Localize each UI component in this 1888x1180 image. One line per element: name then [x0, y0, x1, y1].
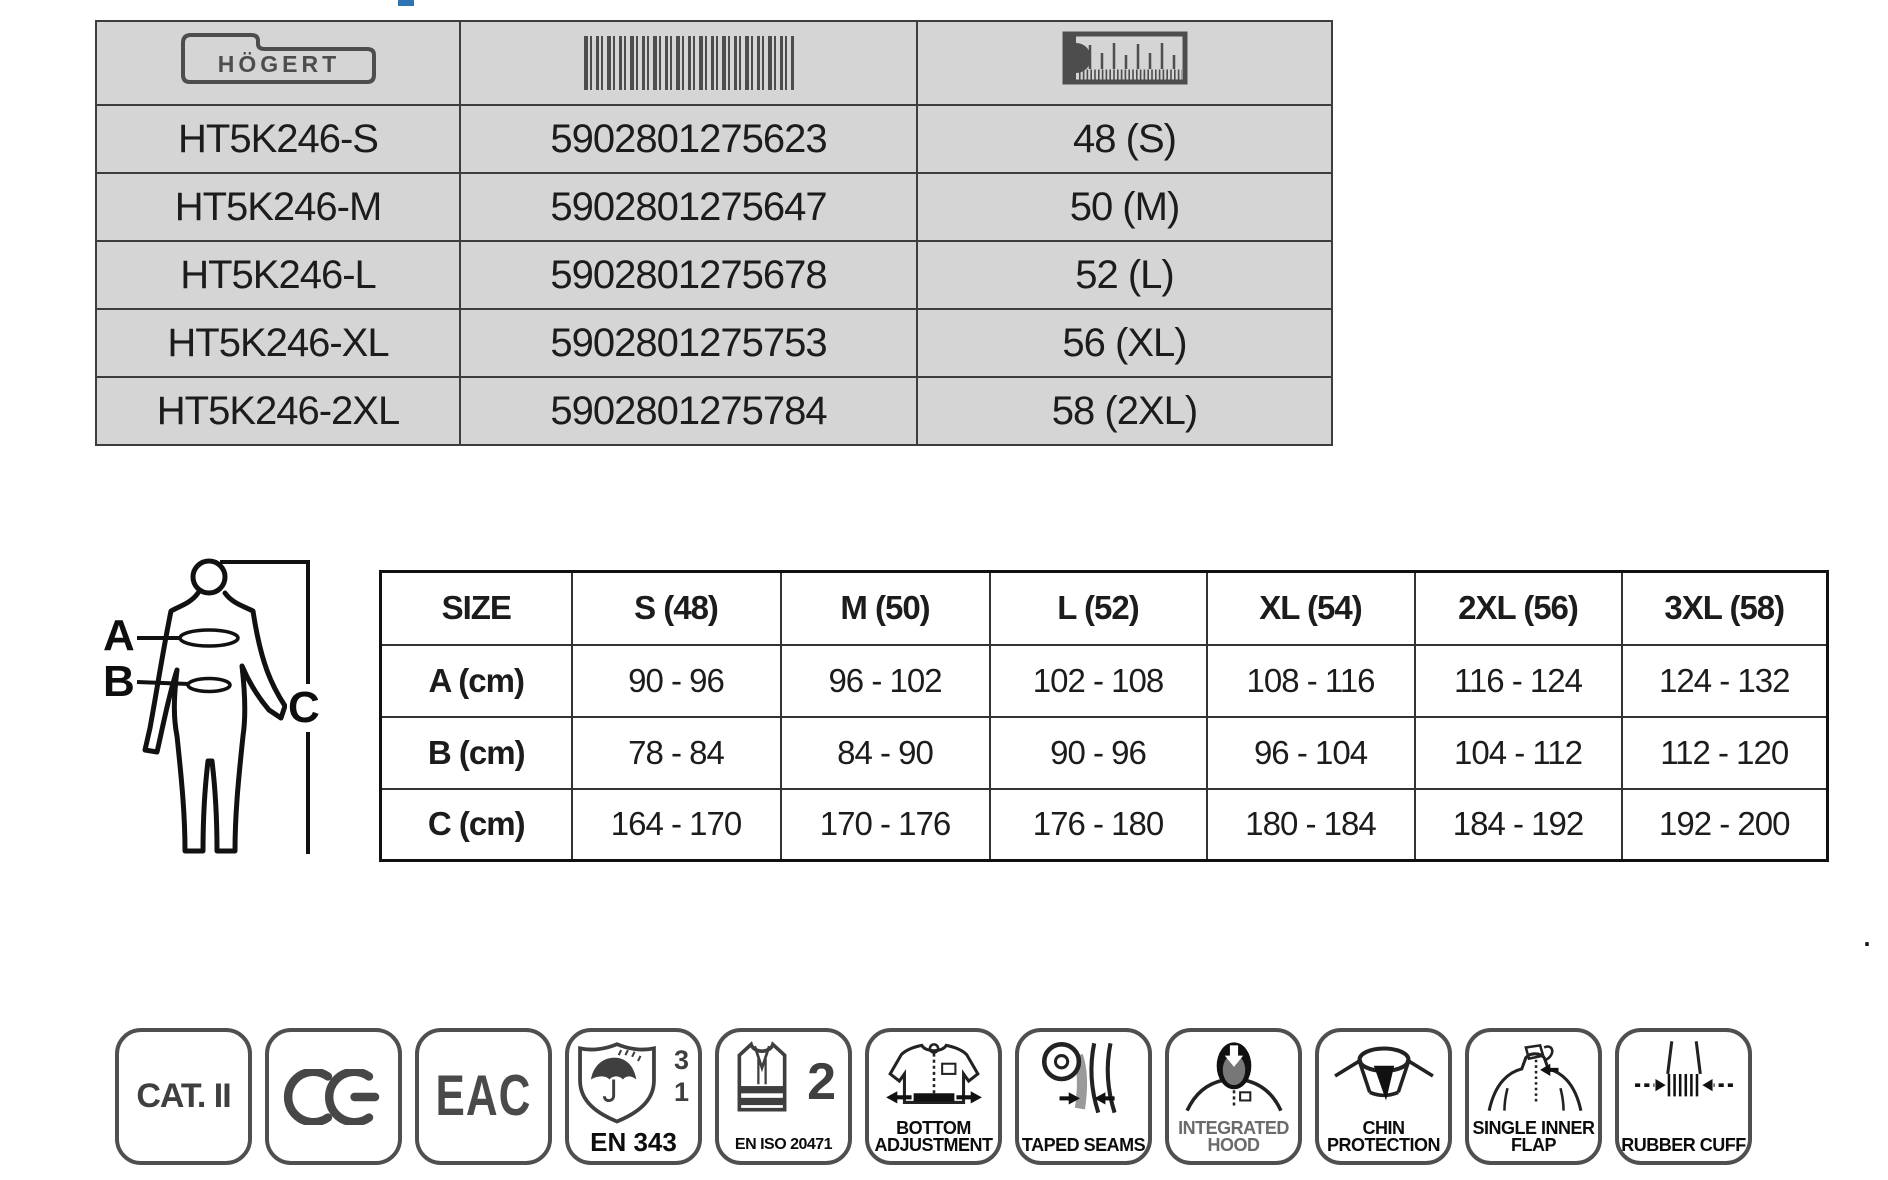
badge-integrated-hood — [1165, 1028, 1302, 1165]
badge-bottom-adjustment — [865, 1028, 1002, 1165]
brand-logo-cell — [96, 21, 460, 105]
measure-value: 192 - 200 — [1622, 789, 1828, 861]
product-row — [96, 377, 1332, 445]
jacket-bottom-adjustment-icon — [881, 1039, 987, 1119]
measure-label-a: A — [103, 611, 135, 660]
en343-class-marks — [674, 1044, 689, 1109]
product-code: HT5K246-XL — [96, 309, 460, 377]
eac-mark-text: EAC — [435, 1064, 532, 1128]
product-ean: 5902801275753 — [460, 309, 917, 377]
measure-value: 84 - 90 — [781, 717, 990, 789]
bottom-adjustment-label: BOTTOM ADJUSTMENT — [874, 1117, 993, 1155]
measure-value: 90 - 96 — [572, 645, 781, 717]
product-code: HT5K246-M — [96, 173, 460, 241]
size-col-header: S (48) — [572, 572, 781, 645]
product-code: HT5K246-2XL — [96, 377, 460, 445]
measure-value: 124 - 132 — [1622, 645, 1828, 717]
product-ean: 5902801275623 — [460, 105, 917, 173]
product-ean: 5902801275784 — [460, 377, 917, 445]
measure-value: 164 - 170 — [572, 789, 781, 861]
barcode-icon — [584, 36, 794, 90]
en-iso-20471-label: EN ISO 20471 — [734, 1135, 833, 1153]
clipped-heading-fragment — [398, 0, 414, 6]
product-table-header — [96, 21, 1332, 105]
en343-mark-breathability: 1 — [673, 1077, 689, 1108]
brand-text: HÖGERT — [217, 51, 341, 77]
measure-label-b: B — [103, 657, 135, 706]
product-ean: 5902801275678 — [460, 241, 917, 309]
measure-value: 90 - 96 — [990, 717, 1207, 789]
badge-en-343 — [565, 1028, 702, 1165]
size-chart-row — [381, 717, 1828, 789]
measure-value: 108 - 116 — [1207, 645, 1415, 717]
product-size: 52 (L) — [917, 241, 1332, 309]
product-row — [96, 105, 1332, 173]
size-col-header: M (50) — [781, 572, 990, 645]
badge-rubber-cuff — [1615, 1028, 1752, 1165]
en343-mark-waterproof: 3 — [673, 1045, 689, 1075]
rubber-cuff-label: RUBBER CUFF — [1621, 1134, 1746, 1155]
product-code: HT5K246-S — [96, 105, 460, 173]
measure-value: 102 - 108 — [990, 645, 1207, 717]
en-iso-20471-class-mark: 2 — [807, 1053, 836, 1111]
single-inner-flap-icon — [1481, 1039, 1587, 1113]
measure-value: 96 - 102 — [781, 645, 990, 717]
ce-mark-icon — [278, 1069, 390, 1125]
product-row — [96, 309, 1332, 377]
chin-protection-label: CHIN PROTECTION — [1326, 1117, 1440, 1155]
measure-value: 184 - 192 — [1415, 789, 1622, 861]
product-row — [96, 173, 1332, 241]
size-header-cell — [917, 21, 1332, 105]
cat-ii-label: CAT. II — [136, 1077, 231, 1115]
product-size: 56 (XL) — [917, 309, 1332, 377]
integrated-hood-icon — [1181, 1039, 1287, 1113]
badge-taped-seams — [1015, 1028, 1152, 1165]
en343-label: EN 343 — [590, 1127, 677, 1158]
taped-seams-icon — [1031, 1039, 1137, 1119]
hi-vis-vest-icon — [733, 1040, 791, 1114]
measure-value: 176 - 180 — [990, 789, 1207, 861]
measure-value: 170 - 176 — [781, 789, 990, 861]
measure-row-label: C (cm) — [381, 789, 572, 861]
taped-seams-label: TAPED SEAMS — [1021, 1134, 1146, 1155]
product-size: 58 (2XL) — [917, 377, 1332, 445]
size-col-header: XL (54) — [1207, 572, 1415, 645]
size-chart-header — [381, 572, 1828, 645]
size-col-header: 3XL (58) — [1622, 572, 1828, 645]
measure-row-label: A (cm) — [381, 645, 572, 717]
rain-shield-icon — [575, 1039, 659, 1125]
measure-value: 96 - 104 — [1207, 717, 1415, 789]
measure-value: 104 - 112 — [1415, 717, 1622, 789]
badge-cat-ii — [115, 1028, 252, 1165]
badge-chin-protection — [1315, 1028, 1452, 1165]
ruler-icon — [1062, 31, 1188, 85]
size-chart-row — [381, 789, 1828, 861]
rubber-cuff-icon — [1631, 1039, 1737, 1113]
hogert-logo — [173, 27, 383, 89]
badge-eac — [415, 1028, 552, 1165]
product-code: HT5K246-L — [96, 241, 460, 309]
measure-row-label: B (cm) — [381, 717, 572, 789]
badge-row — [115, 1028, 1752, 1165]
barcode-header-cell — [460, 21, 917, 105]
size-col-header: L (52) — [990, 572, 1207, 645]
product-size: 50 (M) — [917, 173, 1332, 241]
size-chart-row — [381, 645, 1828, 717]
product-table — [95, 20, 1333, 446]
size-chart-table — [379, 570, 1829, 862]
measure-value: 112 - 120 — [1622, 717, 1828, 789]
chin-protection-icon — [1331, 1039, 1437, 1113]
badge-ce — [265, 1028, 402, 1165]
measure-value: 116 - 124 — [1415, 645, 1622, 717]
size-col-header: 2XL (56) — [1415, 572, 1622, 645]
measure-label-c: C — [288, 683, 320, 732]
single-inner-flap-label: SINGLE INNER FLAP — [1472, 1117, 1595, 1155]
measure-value: 180 - 184 — [1207, 789, 1415, 861]
measure-value: 78 - 84 — [572, 717, 781, 789]
measurement-figure — [95, 558, 335, 868]
stray-dot: . — [1862, 913, 1873, 954]
size-col-header: SIZE — [381, 572, 572, 645]
badge-en-iso-20471 — [715, 1028, 852, 1165]
badge-single-inner-flap — [1465, 1028, 1602, 1165]
integrated-hood-label: INTEGRATED HOOD — [1178, 1117, 1289, 1155]
product-row — [96, 241, 1332, 309]
product-ean: 5902801275647 — [460, 173, 917, 241]
product-size: 48 (S) — [917, 105, 1332, 173]
